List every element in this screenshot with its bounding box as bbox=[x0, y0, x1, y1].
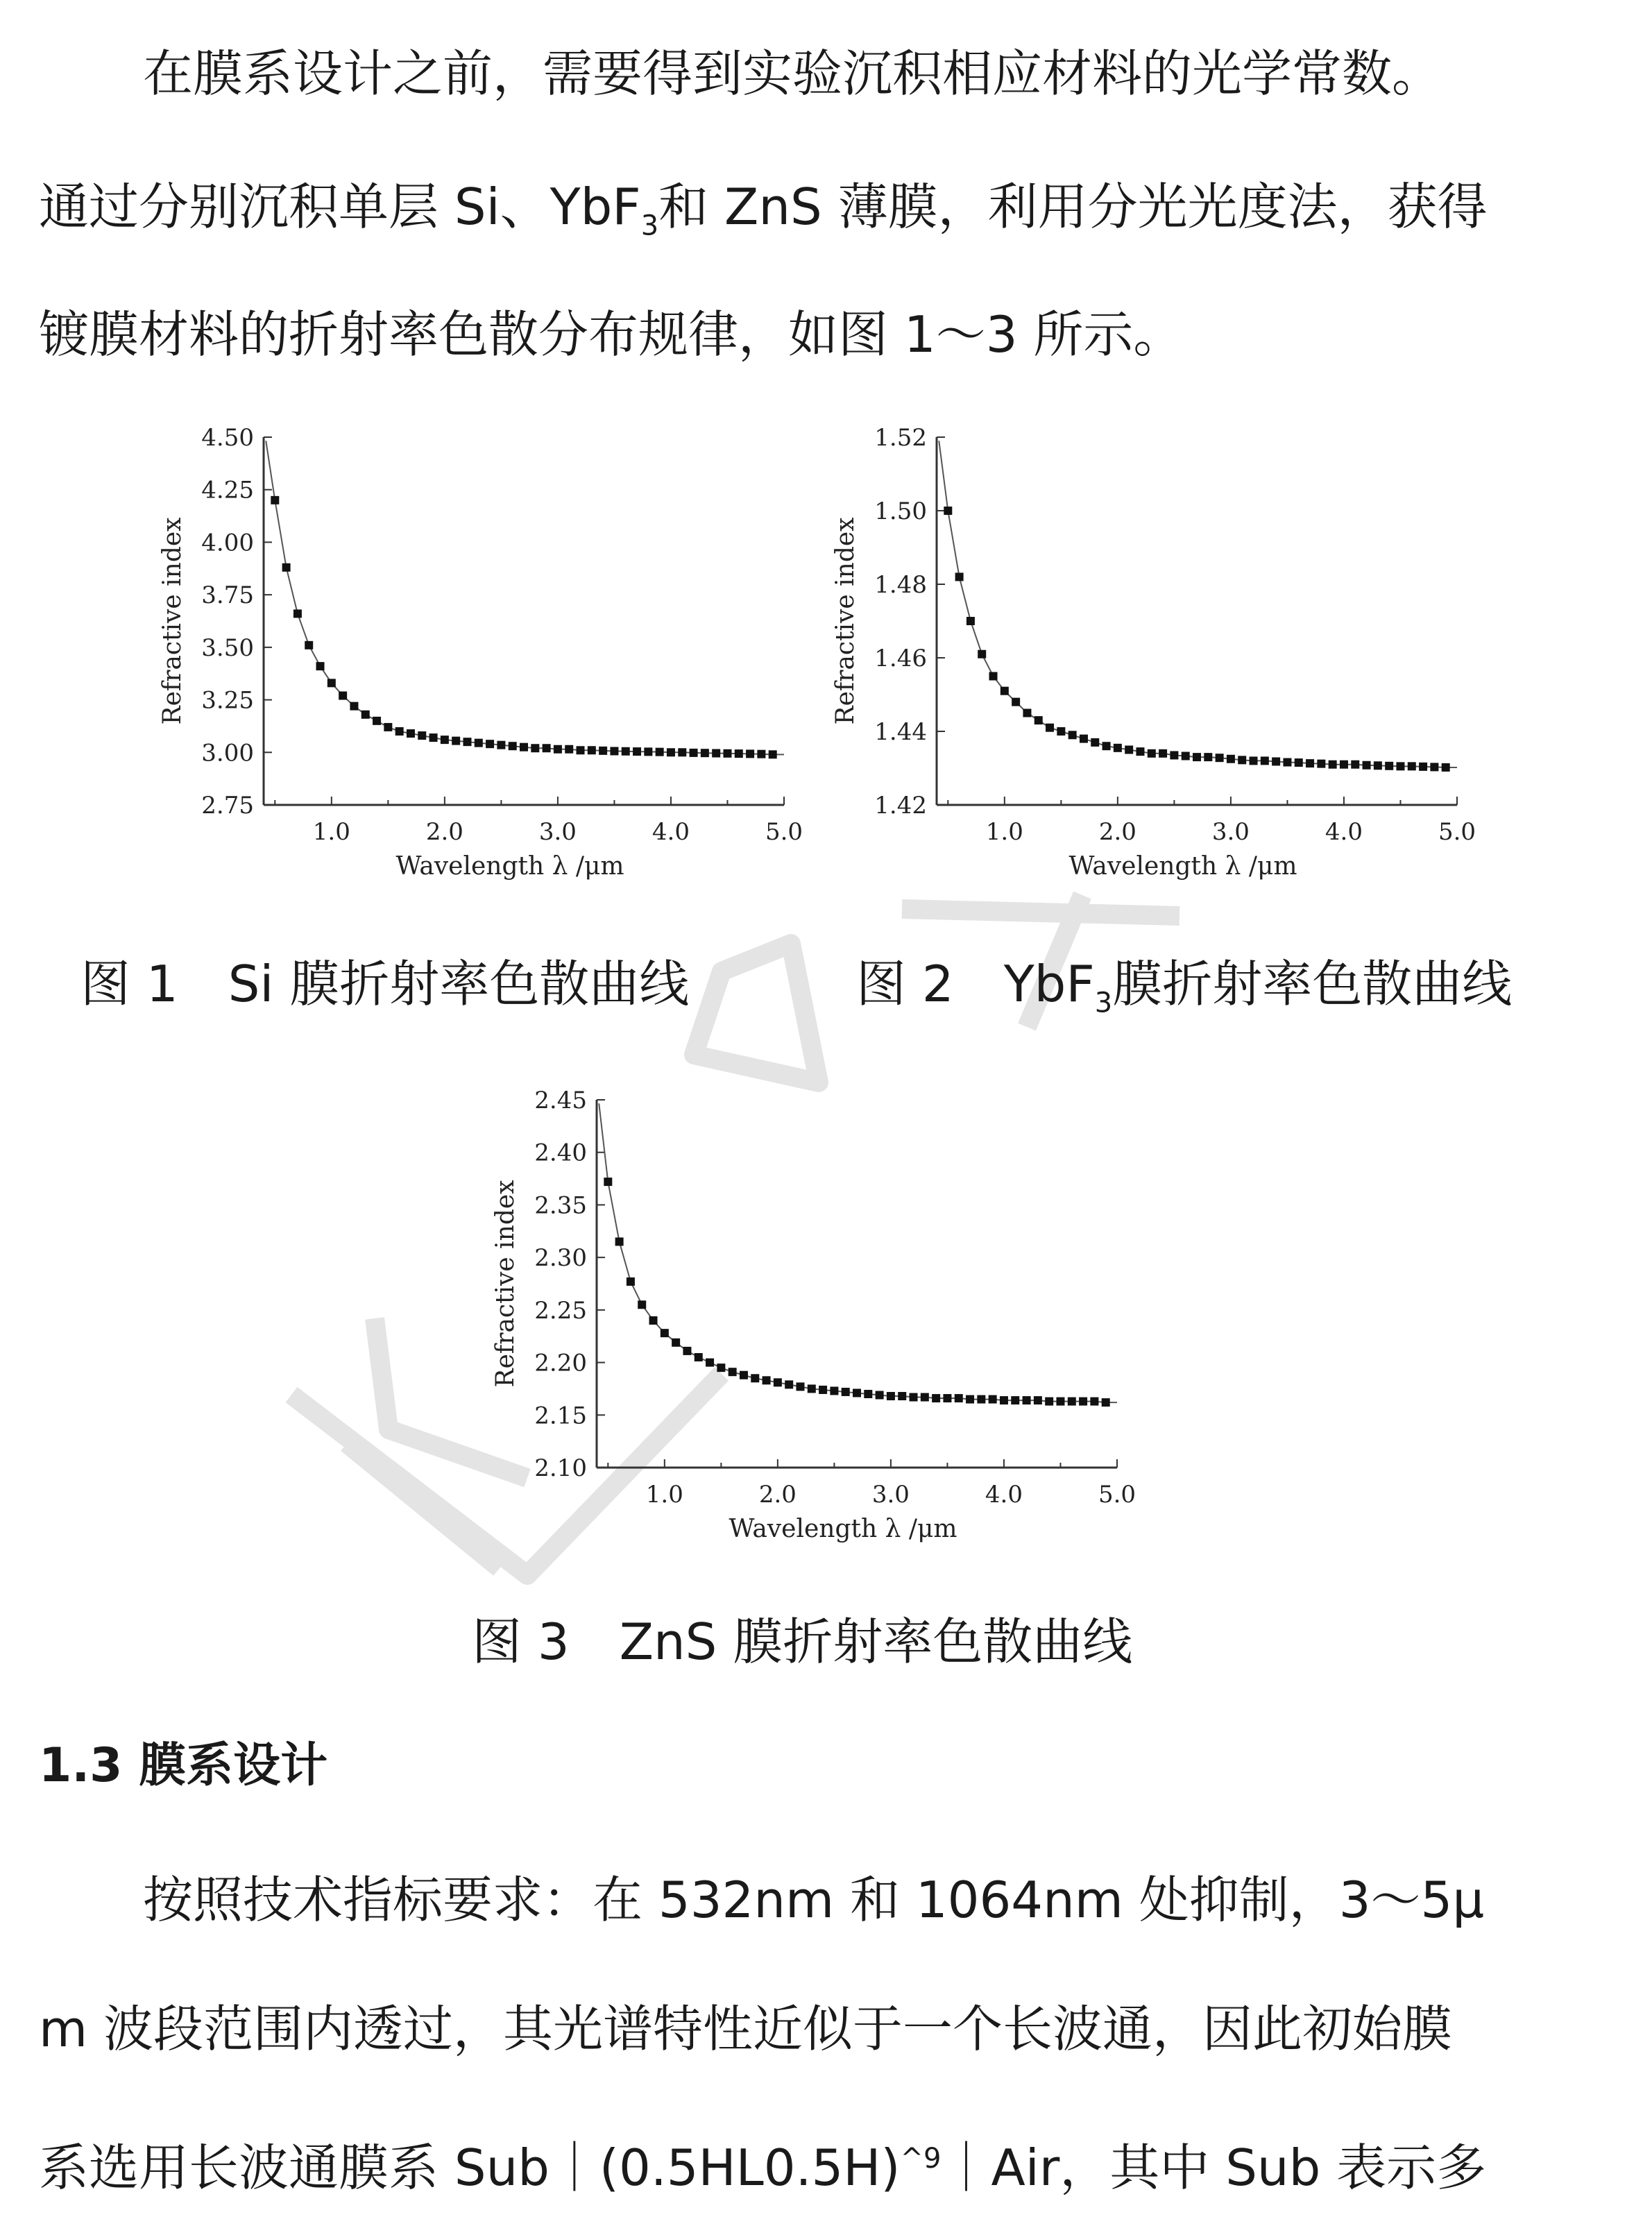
data-point bbox=[729, 1368, 737, 1376]
paragraph-2-line-3a: 系选用长波通膜系 Sub｜(0.5HL0.5H) bbox=[39, 2139, 901, 2197]
data-point bbox=[966, 617, 975, 625]
data-point bbox=[1102, 1398, 1110, 1407]
data-point bbox=[1034, 716, 1043, 724]
data-point bbox=[1170, 751, 1178, 759]
data-point bbox=[554, 745, 562, 754]
data-point bbox=[842, 1388, 850, 1396]
data-point bbox=[1011, 1396, 1019, 1404]
x-tick-label: 3.0 bbox=[538, 818, 577, 846]
data-point bbox=[604, 1178, 612, 1186]
data-point bbox=[808, 1384, 816, 1393]
data-point bbox=[1023, 1396, 1031, 1404]
data-point bbox=[796, 1382, 804, 1391]
data-point bbox=[955, 1394, 963, 1402]
data-point bbox=[977, 1395, 985, 1404]
data-point bbox=[1430, 763, 1438, 771]
data-point bbox=[830, 1386, 838, 1395]
y-tick-label: 4.00 bbox=[201, 529, 254, 557]
data-point bbox=[1408, 762, 1416, 770]
data-point bbox=[1374, 761, 1382, 770]
data-point bbox=[599, 747, 607, 755]
data-point bbox=[898, 1392, 906, 1400]
data-point bbox=[740, 1371, 748, 1379]
data-point bbox=[1329, 761, 1337, 769]
data-point bbox=[531, 744, 539, 752]
data-point bbox=[395, 727, 404, 736]
caption-figure-3: 图 3 ZnS 膜折射率色散曲线 bbox=[472, 1613, 1133, 1671]
data-point bbox=[943, 1394, 951, 1402]
caption-subscript-3: 3 bbox=[1094, 987, 1113, 1019]
data-point bbox=[1000, 687, 1009, 695]
x-tick-label: 3.0 bbox=[871, 1481, 910, 1509]
data-point bbox=[475, 739, 483, 747]
data-point bbox=[463, 738, 471, 746]
y-tick-label: 1.50 bbox=[874, 498, 927, 525]
data-point bbox=[746, 749, 754, 758]
x-tick-label: 4.0 bbox=[985, 1481, 1023, 1509]
data-point bbox=[543, 744, 551, 752]
data-point bbox=[1125, 746, 1133, 754]
caption-figure-2b: 膜折射率色散曲线 bbox=[1112, 955, 1513, 1013]
data-point bbox=[864, 1390, 872, 1398]
data-point bbox=[932, 1394, 940, 1402]
data-point bbox=[1023, 709, 1031, 717]
data-point bbox=[695, 1353, 703, 1361]
data-point bbox=[1306, 759, 1314, 767]
data-point bbox=[1182, 752, 1190, 761]
data-point bbox=[701, 749, 709, 757]
y-tick-label: 2.35 bbox=[534, 1191, 587, 1220]
data-point bbox=[486, 740, 494, 748]
data-point bbox=[978, 650, 986, 659]
data-point bbox=[418, 731, 426, 740]
data-point bbox=[1442, 763, 1450, 772]
x-tick-label: 2.0 bbox=[1098, 818, 1136, 846]
y-tick-label: 1.52 bbox=[874, 424, 927, 452]
paragraph-1-line-2 bbox=[39, 173, 1621, 259]
data-point bbox=[361, 711, 370, 719]
section-heading: 1.3 膜系设计 bbox=[39, 1738, 328, 1793]
data-point bbox=[627, 1277, 635, 1286]
data-point bbox=[966, 1395, 974, 1404]
data-point bbox=[520, 743, 528, 751]
y-tick-label: 2.30 bbox=[534, 1244, 587, 1273]
y-tick-label: 2.10 bbox=[534, 1454, 587, 1482]
caption-figure-2a: 图 2 YbF bbox=[856, 955, 1095, 1013]
data-point bbox=[1216, 754, 1224, 762]
data-point bbox=[577, 746, 585, 754]
data-point bbox=[887, 1392, 895, 1400]
y-axis-label: Refractive index bbox=[831, 517, 860, 725]
data-point bbox=[1136, 747, 1144, 756]
data-point bbox=[690, 749, 698, 757]
data-point bbox=[763, 1376, 771, 1384]
caption-figure-2 bbox=[856, 951, 1512, 1036]
data-point bbox=[1034, 1396, 1042, 1404]
data-point bbox=[1261, 756, 1269, 765]
x-tick-label: 2.0 bbox=[758, 1481, 797, 1509]
y-axis-label: Refractive index bbox=[158, 517, 187, 725]
data-point bbox=[989, 1395, 997, 1404]
x-tick-label: 5.0 bbox=[765, 818, 803, 846]
paragraph-1-line-2b: 和 ZnS 薄膜，利用分光光度法，获得 bbox=[658, 178, 1488, 236]
data-point bbox=[633, 747, 641, 756]
y-tick-label: 3.75 bbox=[201, 581, 254, 610]
data-point bbox=[638, 1300, 646, 1309]
y-tick-label: 3.00 bbox=[201, 739, 254, 767]
paragraph-2-line-3 bbox=[39, 2125, 1621, 2201]
x-tick-label: 1.0 bbox=[985, 818, 1023, 846]
data-point bbox=[1091, 738, 1099, 747]
data-point bbox=[667, 748, 675, 756]
fit-curve bbox=[599, 1103, 1117, 1402]
data-point bbox=[678, 748, 686, 756]
data-point bbox=[1419, 763, 1427, 771]
data-point bbox=[1340, 761, 1348, 769]
x-tick-label: 1.0 bbox=[312, 818, 350, 846]
data-point bbox=[819, 1386, 827, 1394]
data-point bbox=[497, 741, 505, 749]
data-point bbox=[712, 749, 720, 757]
x-tick-label: 5.0 bbox=[1438, 818, 1476, 846]
data-point bbox=[1238, 756, 1246, 764]
x-tick-label: 5.0 bbox=[1098, 1481, 1136, 1509]
data-point bbox=[1114, 744, 1122, 752]
data-point bbox=[910, 1393, 918, 1402]
data-point bbox=[1090, 1397, 1098, 1406]
data-point bbox=[1204, 753, 1212, 761]
data-point bbox=[735, 749, 743, 758]
x-tick-label: 1.0 bbox=[645, 1481, 683, 1509]
y-tick-label: 4.50 bbox=[201, 424, 254, 452]
data-point bbox=[565, 745, 573, 754]
data-point bbox=[1080, 735, 1088, 743]
data-point bbox=[271, 496, 279, 504]
data-point bbox=[921, 1393, 929, 1402]
data-point bbox=[1079, 1397, 1087, 1406]
paragraph-1-line-1: 在膜系设计之前，需要得到实验沉积相应材料的光学常数。 bbox=[143, 44, 1442, 103]
paragraph-2-line-3b: ｜Air，其中 Sub 表示多 bbox=[941, 2139, 1487, 2197]
superscript-9: ^9 bbox=[900, 2143, 942, 2175]
chart-si-dispersion bbox=[139, 416, 833, 902]
chart-ybf3-dispersion bbox=[812, 416, 1506, 902]
paragraph-2-line-1: 按照技术指标要求：在 532nm 和 1064nm 处抑制，3～5μ bbox=[143, 1871, 1485, 1929]
y-tick-label: 1.44 bbox=[874, 718, 927, 746]
data-point bbox=[644, 747, 652, 756]
data-point bbox=[1295, 758, 1303, 767]
data-point bbox=[751, 1374, 759, 1382]
data-point bbox=[622, 747, 630, 756]
y-tick-label: 2.25 bbox=[534, 1296, 587, 1325]
data-point bbox=[615, 1237, 624, 1246]
data-point bbox=[1068, 1397, 1076, 1406]
data-point bbox=[441, 736, 449, 744]
x-axis-label: Wavelength λ /μm bbox=[729, 1515, 957, 1543]
data-point bbox=[1159, 749, 1167, 758]
y-tick-label: 2.40 bbox=[534, 1139, 587, 1167]
data-point bbox=[1068, 731, 1077, 739]
data-point bbox=[1148, 749, 1156, 758]
data-point bbox=[1396, 762, 1404, 770]
x-tick-label: 3.0 bbox=[1211, 818, 1250, 846]
data-point bbox=[1012, 698, 1020, 706]
y-tick-label: 2.15 bbox=[534, 1402, 587, 1430]
y-tick-label: 1.48 bbox=[874, 571, 927, 599]
paragraph-1-line-2a: 通过分别沉积单层 Si、YbF bbox=[39, 178, 641, 236]
data-point bbox=[989, 672, 998, 681]
data-point bbox=[1046, 724, 1054, 732]
data-point bbox=[407, 729, 415, 738]
data-point bbox=[327, 679, 336, 687]
data-point bbox=[1250, 756, 1258, 765]
data-point bbox=[509, 742, 517, 750]
data-point bbox=[384, 723, 392, 731]
data-point bbox=[1385, 762, 1393, 770]
data-point bbox=[706, 1359, 714, 1367]
data-point bbox=[1045, 1397, 1053, 1406]
data-point bbox=[774, 1378, 782, 1386]
data-point bbox=[1000, 1396, 1008, 1404]
data-point bbox=[683, 1347, 691, 1355]
y-tick-label: 4.25 bbox=[201, 476, 254, 504]
data-point bbox=[1272, 757, 1280, 765]
x-axis-label: Wavelength λ /μm bbox=[1068, 852, 1297, 881]
y-tick-label: 2.20 bbox=[534, 1349, 587, 1377]
subscript-3: 3 bbox=[640, 210, 659, 242]
data-point bbox=[610, 747, 618, 755]
data-point bbox=[1193, 753, 1201, 761]
data-point bbox=[350, 702, 358, 711]
data-point bbox=[955, 572, 964, 581]
data-point bbox=[1317, 760, 1325, 768]
data-point bbox=[1363, 761, 1371, 770]
data-point bbox=[769, 750, 777, 758]
x-tick-label: 2.0 bbox=[425, 818, 463, 846]
fit-curve bbox=[266, 441, 784, 754]
data-point bbox=[429, 733, 438, 742]
caption-figure-1: 图 1 Si 膜折射率色散曲线 bbox=[80, 955, 690, 1013]
data-point bbox=[316, 662, 325, 670]
paragraph-2-line-2: m 波段范围内透过，其光谱特性近似于一个长波通，因此初始膜 bbox=[39, 2000, 1453, 2058]
data-point bbox=[339, 692, 347, 700]
data-point bbox=[305, 641, 313, 649]
data-point bbox=[649, 1316, 658, 1325]
chart-zns-dispersion bbox=[472, 1079, 1166, 1565]
data-point bbox=[373, 717, 381, 725]
y-tick-label: 3.25 bbox=[201, 686, 254, 715]
y-tick-label: 3.50 bbox=[201, 634, 254, 662]
x-tick-label: 4.0 bbox=[1325, 818, 1363, 846]
data-point bbox=[1057, 727, 1065, 736]
data-point bbox=[876, 1391, 884, 1400]
data-point bbox=[1227, 755, 1235, 763]
data-point bbox=[1283, 758, 1291, 767]
data-point bbox=[282, 563, 291, 572]
data-point bbox=[723, 749, 731, 758]
data-point bbox=[656, 748, 664, 756]
y-axis-label: Refractive index bbox=[491, 1180, 520, 1388]
data-point bbox=[452, 737, 460, 745]
y-tick-label: 2.75 bbox=[201, 792, 254, 819]
paragraph-1-line-3: 镀膜材料的折射率色散分布规律，如图 1～3 所示。 bbox=[39, 305, 1184, 364]
x-axis-label: Wavelength λ /μm bbox=[395, 852, 624, 881]
y-tick-label: 1.42 bbox=[874, 792, 927, 819]
y-tick-label: 2.45 bbox=[534, 1087, 587, 1114]
data-point bbox=[293, 609, 302, 618]
data-point bbox=[1351, 761, 1359, 769]
data-point bbox=[661, 1329, 669, 1337]
data-point bbox=[672, 1339, 680, 1347]
data-point bbox=[717, 1363, 725, 1372]
fit-curve bbox=[939, 441, 1457, 767]
data-point bbox=[1056, 1397, 1064, 1406]
data-point bbox=[944, 507, 952, 515]
x-tick-label: 4.0 bbox=[652, 818, 690, 846]
data-point bbox=[1102, 742, 1111, 750]
data-point bbox=[853, 1388, 861, 1397]
data-point bbox=[785, 1380, 793, 1388]
y-tick-label: 1.46 bbox=[874, 645, 927, 672]
data-point bbox=[588, 746, 596, 754]
data-point bbox=[757, 750, 765, 758]
